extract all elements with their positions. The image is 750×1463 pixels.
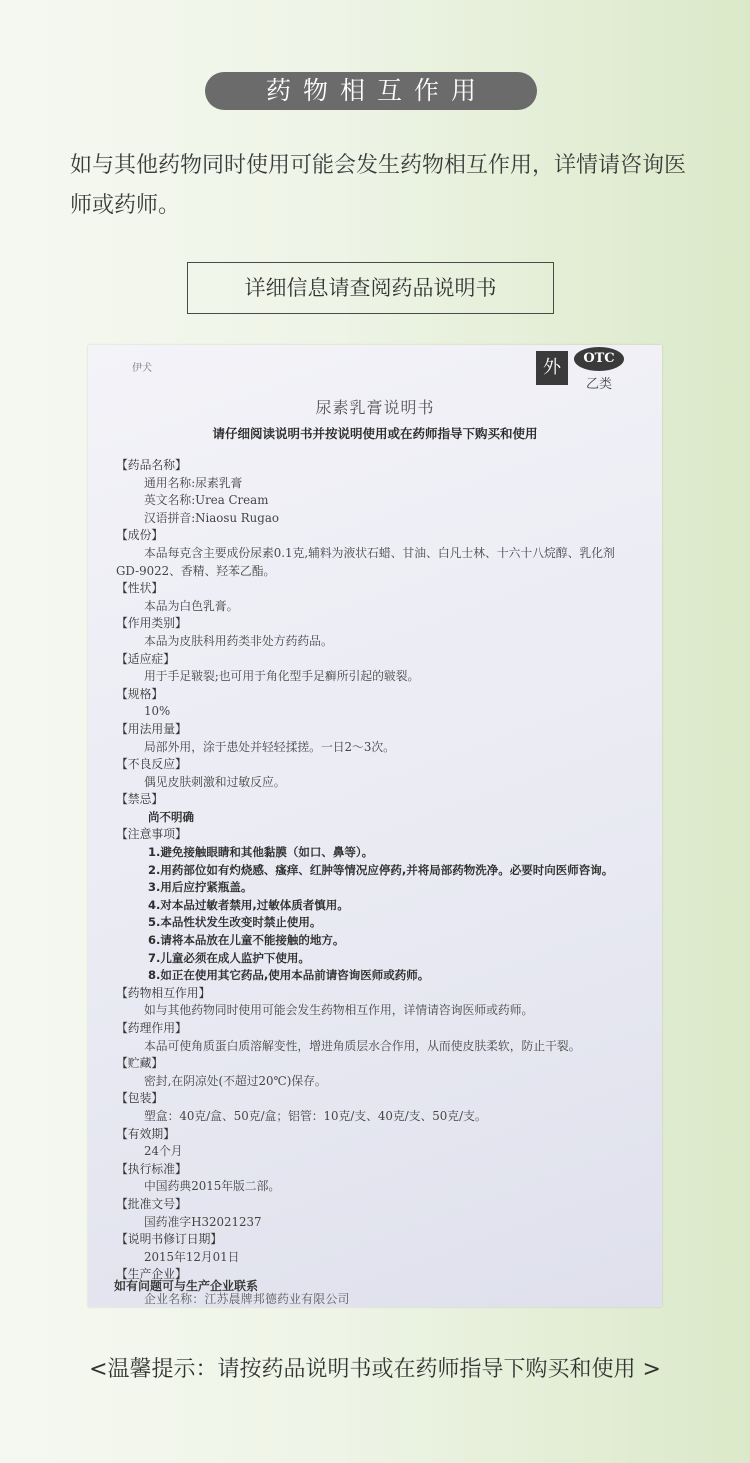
leaflet-body: [116, 457, 636, 1307]
leaflet-section-heading: 【执行标准】: [116, 1161, 187, 1176]
leaflet-section: [116, 1055, 636, 1090]
leaflet-section-heading: 【不良反应】: [116, 757, 187, 772]
leaflet-sections: [116, 457, 636, 1284]
leaflet-section: [116, 1196, 636, 1231]
intro-text: 如与其他药物同时使用可能会发生药物相互作用，详情请咨询医师或药师。: [70, 153, 687, 218]
leaflet-stamp: 伊犬: [132, 363, 152, 374]
leaflet-section-line: 6.请将本品放在儿童不能接触的地方。: [148, 933, 345, 948]
leaflet-section-line: 本品为白色乳膏。: [144, 598, 239, 613]
leaflet-section: [116, 527, 636, 580]
leaflet-section-line: 1.避免接触眼睛和其他黏膜（如口、鼻等）。: [148, 845, 374, 860]
leaflet-section: [116, 1161, 636, 1196]
leaflet-section: [116, 1090, 636, 1125]
leaflet-section-line: 通用名称:尿素乳膏: [144, 475, 243, 490]
leaflet-section: [116, 651, 636, 686]
leaflet-section-line: 10%: [144, 704, 171, 719]
leaflet-warning: 请仔细阅读说明书并按说明使用或在药师指导下购买和使用: [212, 426, 538, 441]
leaflet-section-heading: 【用法用量】: [116, 721, 187, 736]
leaflet-section-line: 7.儿童必须在成人监护下使用。: [148, 950, 310, 965]
leaflet-section-heading: 【批准文号】: [116, 1196, 187, 1211]
leaflet-section: [116, 756, 636, 791]
leaflet-section-heading: 【说明书修订日期】: [116, 1232, 223, 1247]
leaflet-section-line: 用于手足皲裂;也可用于角化型手足癣所引起的皲裂。: [144, 669, 420, 684]
leaflet-section-line: 汉语拼音:Niaosu Rugao: [144, 510, 279, 525]
leaflet-section: [116, 791, 636, 826]
leaflet-section-heading: 【药理作用】: [116, 1021, 187, 1035]
leaflet-section-line: 塑盒：40克/盒、50克/盒；铝管：10克/支、40克/支、50克/支。: [144, 1108, 487, 1123]
leaflet-section-line: 4.对本品过敏者禁用,过敏体质者慎用。: [148, 897, 349, 912]
leaflet-section-line: 如与其他药物同时使用可能会发生药物相互作用，详情请咨询医师或药师。: [144, 1003, 534, 1018]
detail-info-button[interactable]: 详细信息请查阅药品说明书: [187, 262, 554, 314]
leaflet-section: [116, 1020, 636, 1055]
leaflet-section-line: 尚不明确: [148, 809, 194, 824]
leaflet-section-heading: 【成份】: [116, 528, 164, 543]
leaflet-section: [116, 985, 636, 1020]
leaflet-section-line: 密封,在阴凉处(不超过20℃)保存。: [144, 1073, 327, 1088]
leaflet-section-line: 偶见皮肤刺激和过敏反应。: [144, 774, 286, 789]
leaflet-section-line: 2.用药部位如有灼烧感、瘙痒、红肿等情况应停药,并将局部药物洗净。必要时向医师咨询。: [148, 862, 614, 877]
leaflet-section: [116, 1231, 636, 1266]
leaflet-section-line: 中国药典2015年版二部。: [144, 1179, 281, 1194]
leaflet-section: [116, 615, 636, 650]
leaflet-title: 尿素乳膏说明书: [315, 398, 435, 417]
leaflet-section-line: 本品可使角质蛋白质溶解变性，增进角质层水合作用，从而使皮肤柔软，防止干裂。: [144, 1038, 581, 1053]
leaflet-section-line: 本品为皮肤科用药类非处方药药品。: [144, 633, 333, 648]
leaflet-section-heading: 【作用类别】: [116, 616, 187, 631]
contact-note: 如有问题可与生产企业联系: [114, 1279, 259, 1293]
leaflet-section-heading: 【药品名称】: [116, 458, 187, 472]
leaflet-section-line: 24个月: [144, 1144, 183, 1159]
section-title-pill: 药物相互作用: [205, 72, 537, 110]
leaflet-section-heading: 【禁忌】: [116, 792, 164, 807]
tip-text: <温馨提示：请按药品说明书或在药师指导下购买和使用 >: [89, 1357, 661, 1382]
otc-badge: OTC: [574, 347, 624, 371]
leaflet-section-line: 国药准字H32021237: [144, 1214, 262, 1229]
leaflet-section: [116, 457, 636, 527]
leaflet-section-heading: 【规格】: [116, 686, 164, 701]
external-use-badge: 外: [536, 351, 568, 385]
otc-class: 乙类: [586, 377, 613, 392]
leaflet-section-line: 5.本品性状发生改变时禁止使用。: [148, 915, 322, 930]
leaflet-section-heading: 【适应症】: [116, 651, 175, 666]
leaflet-section: [116, 686, 636, 721]
leaflet-section-line: 8.如正在使用其它药品,使用本品前请咨询医师或药师。: [148, 968, 430, 983]
leaflet-section-line: 局部外用，涂于患处并轻轻揉搓。一日2～3次。: [144, 739, 395, 754]
leaflet-section-heading: 【有效期】: [116, 1126, 175, 1141]
leaflet-section: [116, 721, 636, 756]
leaflet-section-heading: 【包装】: [116, 1091, 164, 1106]
leaflet-section-heading: 【贮藏】: [116, 1056, 164, 1071]
leaflet-section-line: 3.用后应拧紧瓶盖。: [148, 880, 253, 895]
leaflet-section: [116, 580, 636, 615]
leaflet-photo: [88, 345, 662, 1307]
leaflet-section-line: 本品每克含主要成份尿素0.1克,辅料为液状石蜡、甘油、白凡士林、十六十八烷醇、乳化剂GD-9022、香精、羟苯乙酯。: [116, 545, 615, 578]
leaflet-section-heading: 【药物相互作用】: [116, 985, 211, 1000]
leaflet-section-heading: 【注意事项】: [116, 827, 187, 842]
leaflet-section: [116, 1126, 636, 1161]
leaflet-section-line: 2015年12月01日: [144, 1249, 240, 1264]
leaflet-section-heading: 【性状】: [116, 581, 164, 596]
leaflet-section: [116, 826, 636, 984]
leaflet-section-line: 英文名称:Urea Cream: [144, 493, 269, 508]
leaflet-section-heading: 【生产企业】: [116, 1267, 187, 1282]
manufacturer-name: 企业名称：江苏晨牌邦德药业有限公司: [144, 1291, 350, 1306]
